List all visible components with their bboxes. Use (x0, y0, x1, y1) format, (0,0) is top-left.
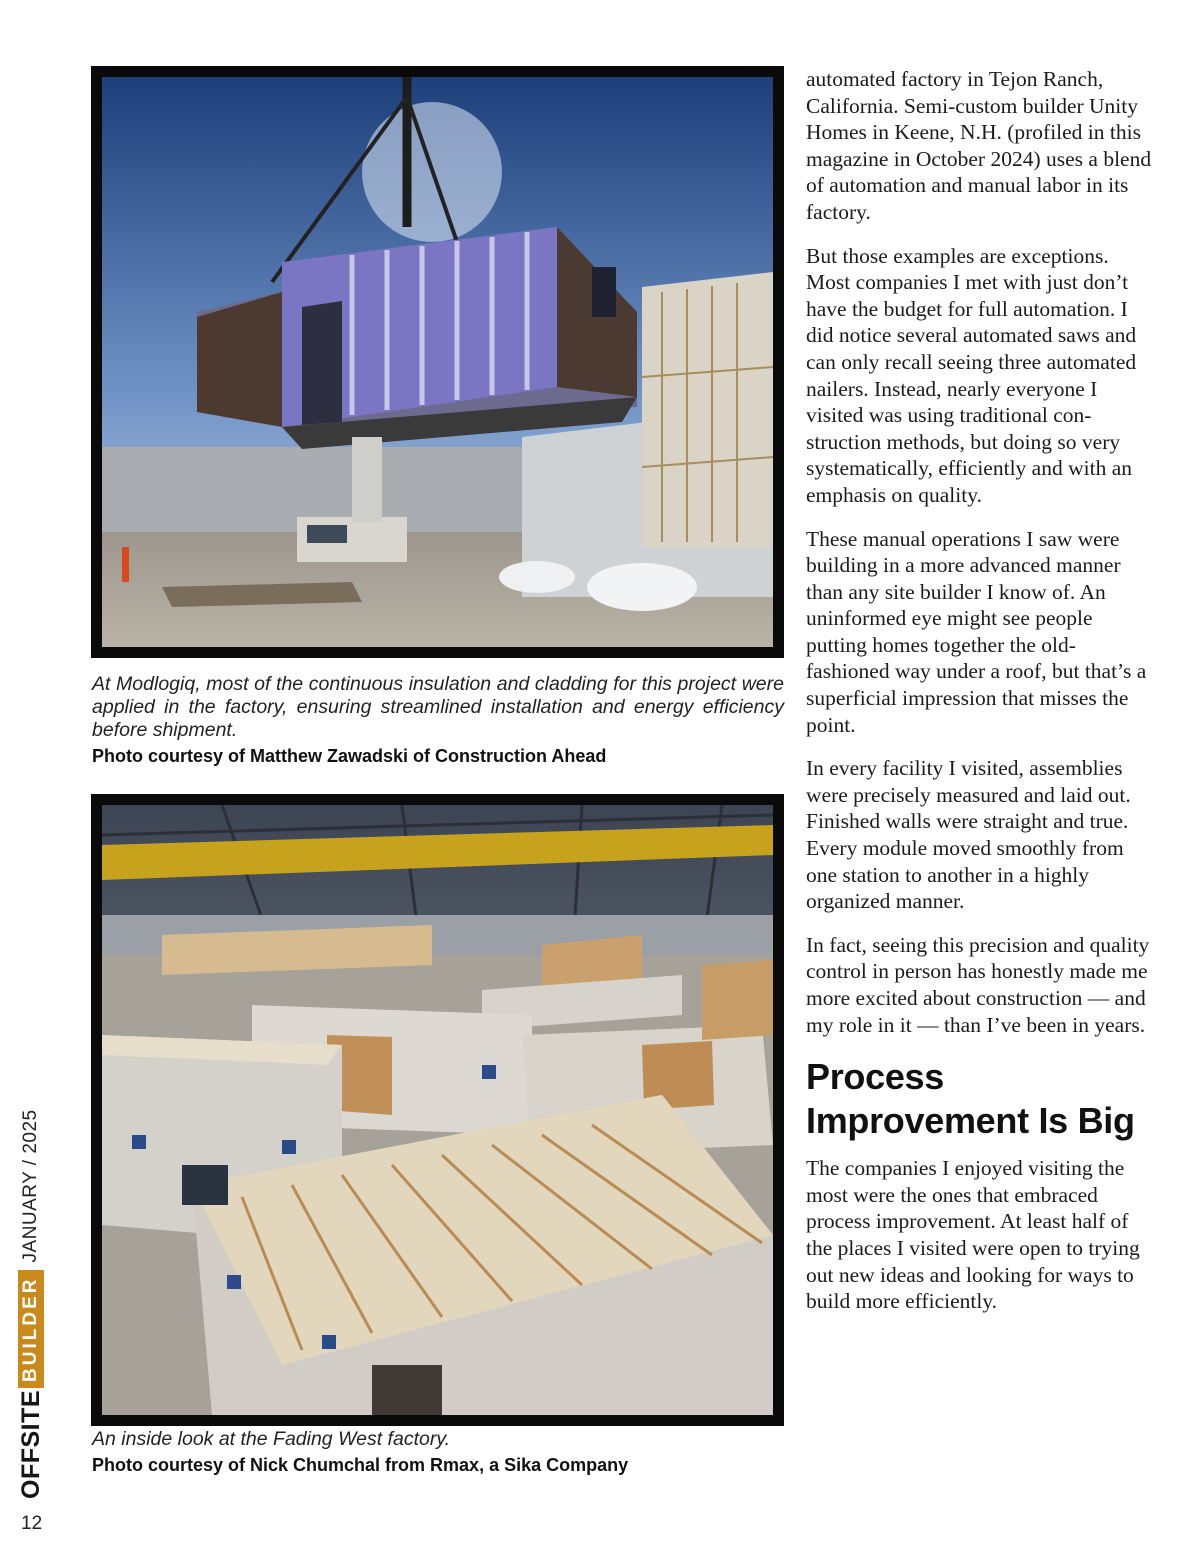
article-paragraph: automated factory in Tejon Ranch, California. Semi-custom builder Unity Homes in Keene, N.H. (profiled in this magazine in October 2024) uses a blend of automation and manual labor in its factory. (806, 67, 1152, 224)
article-paragraph: But those examples are exceptions. Most companies I met with just don’t have the budget for full automation. I did notice several automated saws and can only recall seeing three automated nailers. Instead, nearly everyone I visited was using traditional construction methods, but doing so very systematically, efficiently and with an emphasis on quality. (806, 243, 1137, 507)
issue-date: JANUARY / 2025 (20, 1109, 41, 1263)
page-number: 12 (21, 1513, 43, 1534)
article-paragraph: In every facility I visited, assemblies were precisely measured and laid out. Finished walls were straight and true. Every module moved smoothly from one station to another in a highly organized manner. (806, 756, 1131, 914)
article-column (806, 66, 1156, 1332)
brand-name-accent: BUILDER (18, 1270, 44, 1387)
module-lift-image (102, 77, 773, 647)
article-paragraph: In fact, seeing this precision and quality control in person has honestly made me more excited about construction — and my role in it — than I’ve been in years. (806, 932, 1150, 1037)
photo-caption-modlogiq (92, 673, 784, 768)
article-paragraph: These manual operations I saw were building in a more advanced manner than any site builder I know of. An uninformed eye might see people putting homes together the old-fashioned way under a roof, but that’s a superficial impression that misses the point. (806, 526, 1147, 737)
side-masthead (14, 1109, 48, 1507)
photo-credit: Photo courtesy of Matthew Zawadski of Construction Ahead (92, 746, 607, 766)
photo-fading-west-factory (91, 794, 784, 1426)
section-heading: Process Improvement Is Big (806, 1056, 1135, 1142)
caption-text: At Modlogiq, most of the continuous insulation and cladding for this project were applied in the factory, ensuring streamlined installation and energy efficiency before shipment. (92, 673, 784, 741)
caption-text: An inside look at the Fading West factory. (92, 1428, 451, 1450)
photo-modlogiq-module-lift (91, 66, 784, 658)
photo-caption-fading-west (92, 1428, 784, 1477)
factory-interior-image (102, 805, 773, 1415)
article-paragraph: The companies I enjoyed visiting the most were the ones that embraced process improvement. At least half of the places I visited were open to trying out new ideas and looking for ways to build more efficiently. (806, 1156, 1140, 1314)
brand-name: OFFSITE (16, 1389, 45, 1499)
photo-credit: Photo courtesy of Nick Chumchal from Rmax, a Sika Company (92, 1455, 629, 1475)
